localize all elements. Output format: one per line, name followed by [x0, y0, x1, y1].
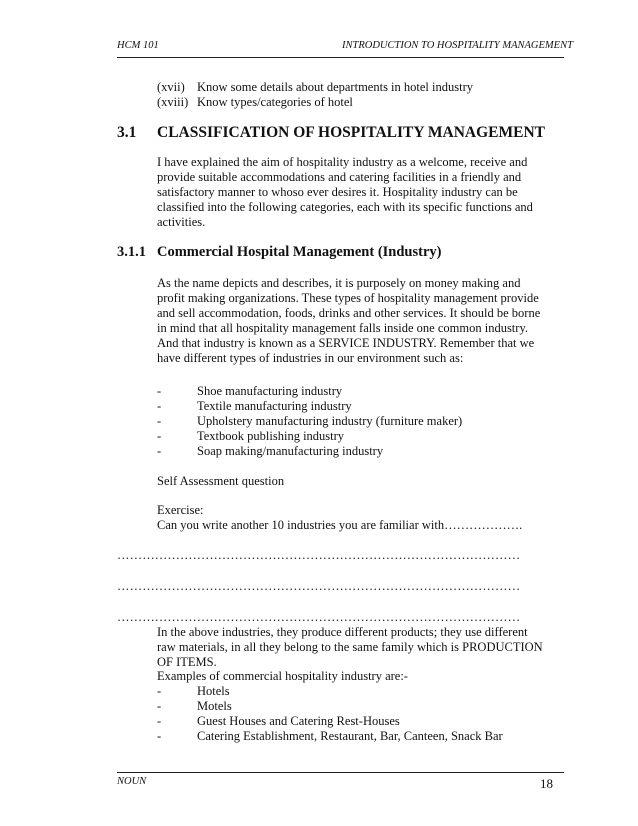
header-rule — [117, 57, 564, 58]
bullet-dash: - — [157, 399, 162, 413]
footer-left: NOUN — [117, 776, 147, 787]
list-item-text: Shoe manufacturing industry — [197, 384, 343, 398]
bullet-dash: - — [157, 729, 162, 743]
paragraph-line: activities. — [157, 215, 206, 229]
answer-line: …………………………………………………………………………………… — [117, 579, 521, 593]
paragraph-line: have different types of industries in our environment such as: — [157, 351, 464, 365]
bullet-dash: - — [157, 684, 162, 698]
answer-line: …………………………………………………………………………………… — [117, 548, 521, 562]
objective-text: Know types/categories of hotel — [197, 95, 353, 109]
list-item-text: Motels — [197, 699, 232, 713]
list-item-text: Guest Houses and Catering Rest-Houses — [197, 714, 400, 728]
list-item-text: Upholstery manufacturing industry (furniture maker) — [197, 414, 463, 428]
bullet-dash: - — [157, 444, 162, 458]
paragraph-line: in mind that all hospitality management falls inside one common industry. — [157, 321, 529, 335]
bullet-dash: - — [157, 714, 162, 728]
paragraph-line: As the name depicts and describes, it is purposely on money making and — [157, 276, 521, 290]
header-course-code: HCM 101 — [117, 40, 159, 51]
section-number: 3.1 — [117, 124, 137, 141]
exercise-label: Exercise: — [157, 503, 204, 517]
subsection-paragraph — [157, 276, 560, 366]
paragraph-line: profit making organizations. These types of hospitality management provide — [157, 291, 539, 305]
header-course-title: INTRODUCTION TO HOSPITALITY MANAGEMENT — [342, 40, 573, 51]
objective-number: (xviii) — [157, 95, 189, 109]
self-assessment-label: Self Assessment question — [157, 474, 285, 488]
bullet-dash: - — [157, 414, 162, 428]
bullet-dash: - — [157, 699, 162, 713]
examples-intro: Examples of commercial hospitality industry are:- — [157, 669, 408, 683]
paragraph-line: In the above industries, they produce different products; they use different — [157, 625, 528, 639]
paragraph-line: OF ITEMS. — [157, 655, 217, 669]
paragraph-line: satisfactory manner to whoso ever desires it. Hospitality industry can be — [157, 185, 518, 199]
section-title: CLASSIFICATION OF HOSPITALITY MANAGEMENT — [157, 124, 545, 141]
footer-rule — [117, 772, 564, 773]
list-item-text: Soap making/manufacturing industry — [197, 444, 384, 458]
exercise-question: Can you write another 10 industries you are familiar with………………. — [157, 518, 523, 532]
bullet-dash: - — [157, 429, 162, 443]
objective-text: Know some details about departments in hotel industry — [197, 80, 473, 94]
subsection-number: 3.1.1 — [117, 244, 146, 260]
page-number: 18 — [540, 776, 553, 791]
list-item-text: Catering Establishment, Restaurant, Bar, Canteen, Snack Bar — [197, 729, 503, 743]
production-paragraph — [157, 625, 560, 670]
paragraph-line: And that industry is known as a SERVICE INDUSTRY. Remember that we — [157, 336, 535, 350]
list-item-text: Textile manufacturing industry — [197, 399, 352, 413]
paragraph-line: classified into the following categories, each with its specific functions and — [157, 200, 533, 214]
bullet-dash: - — [157, 384, 162, 398]
answer-line: …………………………………………………………………………………… — [117, 610, 521, 624]
section-paragraph — [157, 155, 560, 230]
list-item-text: Hotels — [197, 684, 230, 698]
paragraph-line: and sell accommodation, foods, drinks and other services. It should be borne — [157, 306, 541, 320]
list-item-text: Textbook publishing industry — [197, 429, 345, 443]
subsection-title: Commercial Hospital Management (Industry) — [157, 244, 442, 260]
paragraph-line: I have explained the aim of hospitality industry as a welcome, receive and — [157, 155, 528, 169]
paragraph-line: provide suitable accommodations and catering facilities in a friendly and — [157, 170, 522, 184]
paragraph-line: raw materials, in all they belong to the same family which is PRODUCTION — [157, 640, 543, 654]
objective-number: (xvii) — [157, 80, 185, 94]
